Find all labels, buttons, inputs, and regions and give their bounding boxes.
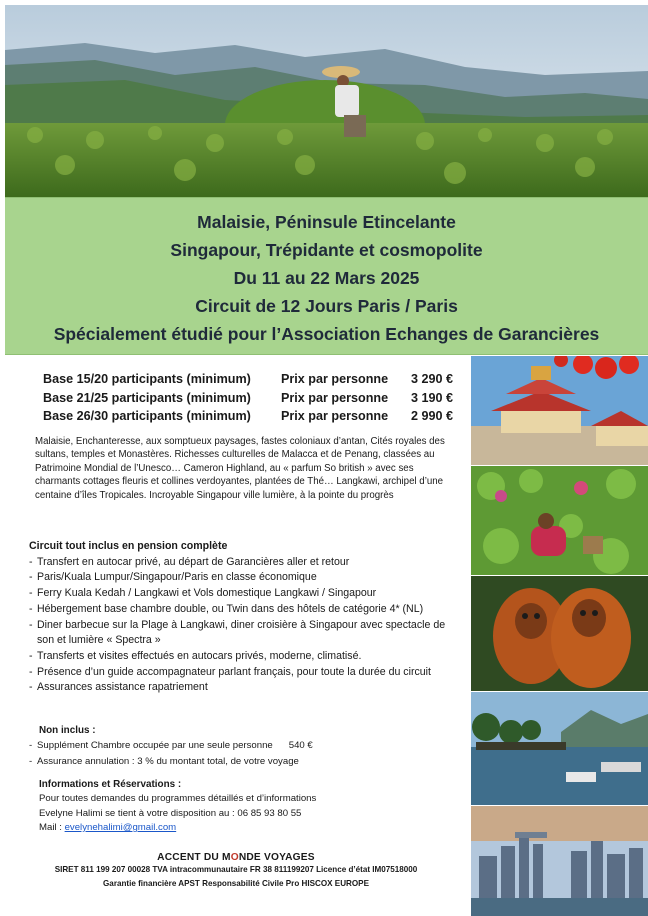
travel-dates: Du 11 au 22 Mars 2025 <box>233 268 420 288</box>
list-item: - Supplément Chambre occupée par une seule personne 540 € <box>29 738 449 753</box>
photo-orangutans <box>471 576 648 691</box>
included-title: Circuit tout inclus en pension complète <box>29 540 228 552</box>
association-line: Spécialement étudié pour l’Association Echanges de Garancières <box>53 324 600 344</box>
price-row: Base 15/20 participants (minimum) Prix par personne 3 290 € <box>43 372 453 386</box>
title-singapour: Singapour, Trépidante et cosmopolite <box>170 240 483 260</box>
not-included-title: Non inclus : <box>39 725 96 736</box>
info-section <box>39 778 459 835</box>
legal-guarantee: Garantie financière APST Responsabilité Civile Pro HISCOX EUROPE <box>103 879 369 888</box>
hero-photo-tea-plantation <box>5 5 648 197</box>
company-name: ACCENT DU MONDE VOYAGES <box>157 852 315 863</box>
list-item: - Hébergement base chambre double, ou Twin dans des hôtels de catégorie 4* (NL) <box>29 602 459 618</box>
info-title: Informations et Réservations : <box>39 779 182 790</box>
price-table <box>43 370 463 426</box>
price-row: Base 26/30 participants (minimum) Prix par personne 2 990 € <box>43 409 453 423</box>
photo-langkawi-harbour <box>471 692 648 805</box>
list-item: - Assurances assistance rapatriement <box>29 680 459 696</box>
legal-siret: SIRET 811 199 207 00028 TVA intracommunautaire FR 38 811199207 Licence d’état IM07518000 <box>54 865 418 874</box>
circuit-duration: Circuit de 12 Jours Paris / Paris <box>195 296 458 316</box>
list-item: - Ferry Kuala Kedah / Langkawi et Vols domestique Langkawi / Singapour <box>29 586 459 602</box>
title-malaisie: Malaisie, Péninsule Etincelante <box>197 212 456 232</box>
mail-link[interactable]: evelynehalimi@gmail.com <box>64 821 177 833</box>
list-item: - Transfert en autocar privé, au départ de Garancières aller et retour <box>29 555 459 571</box>
list-item: - Paris/Kuala Lumpur/Singapour/Paris en classe économique <box>29 570 459 586</box>
list-item: - Diner barbecue sur la Plage à Langkawi, diner croisière à Singapour avec spectacle de son et lumière « Spectra » <box>29 618 459 649</box>
title-band <box>5 197 648 355</box>
info-phone: Evelyne Halimi se tient à votre disposition au : 06 85 93 80 55 <box>39 807 302 819</box>
photo-singapore-skyline <box>471 806 648 916</box>
info-line: Pour toutes demandes du programmes détaillés et d’informations <box>39 793 317 805</box>
photo-tea-pickers <box>471 466 648 575</box>
included-list <box>29 555 459 696</box>
list-item: - Assurance annulation : 3 % du montant total, de votre voyage <box>29 754 449 769</box>
not-included-section <box>29 723 449 769</box>
info-mail: Mail : evelynehalimi@gmail.com <box>39 821 177 833</box>
photo-temple-lanterns <box>471 356 648 465</box>
intro-paragraph: Malaisie, Enchanteresse, aux somptueux paysages, fastes coloniaux d’antan, Cités royales des sultans, temples et Monastères. Richesses culturelles de Malacca et de Penang, classées au Patrimoine Mondial de l’Unesco… Cameron Highland, au « parfum So british » avec ses charmants cottages fleuris et collines verdoyantes, plantées de Thé… Langkawi, archipel d’une centaine d’îles Tropicales. Incroyable Singapour ville lumière, à la pointe du progrès <box>35 436 445 501</box>
list-item: - Transferts et visites effectués en autocars privés, moderne, climatisé. <box>29 649 459 665</box>
left-content <box>5 358 467 916</box>
list-item: - Présence d’un guide accompagnateur parlant français, pour toute la durée du circuit <box>29 665 459 681</box>
price-row: Base 21/25 participants (minimum) Prix par personne 3 190 € <box>43 390 453 405</box>
footer <box>5 852 467 891</box>
included-section <box>29 539 459 696</box>
